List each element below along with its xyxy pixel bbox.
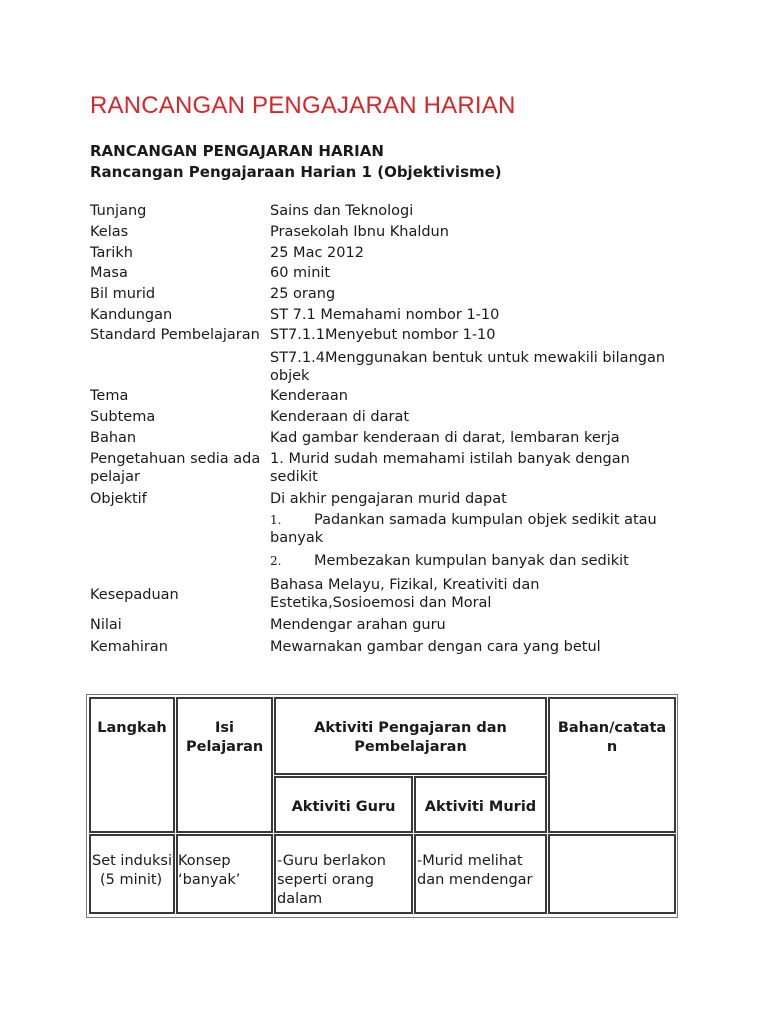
- info-label: Tarikh: [90, 245, 133, 261]
- info-label: Masa: [90, 265, 128, 281]
- page-title: RANCANGAN PENGAJARAN HARIAN: [90, 92, 516, 119]
- header-aktiviti-murid: Aktiviti Murid: [414, 776, 547, 833]
- header-aktiviti: Aktiviti Pengajaran dan Pembelajaran: [274, 697, 547, 775]
- objektif-item-number: 2.: [270, 554, 282, 568]
- info-value: Mendengar arahan guru: [270, 617, 446, 633]
- info-value: Bahasa Melayu, Fizikal, Kreativiti dan Estetika,Sosioemosi dan Moral: [270, 577, 540, 611]
- objektif-item-number: 1.: [270, 513, 282, 527]
- info-value: 1. Murid sudah memahami istilah banyak dengan sedikit: [270, 451, 630, 485]
- info-label: Nilai: [90, 617, 122, 633]
- info-label: Standard Pembelajaran: [90, 327, 260, 343]
- info-value: ST7.1.1Menyebut nombor 1-10: [270, 327, 496, 343]
- cell-isi-pelajaran: Konsep ‘banyak’: [176, 834, 273, 914]
- heading-primary: RANCANGAN PENGAJARAN HARIAN: [90, 142, 384, 160]
- info-label: Kesepaduan: [90, 587, 179, 603]
- info-value: Sains dan Teknologi: [270, 203, 414, 219]
- info-label: Subtema: [90, 409, 156, 425]
- info-label: Kandungan: [90, 307, 173, 323]
- header-aktiviti-guru: Aktiviti Guru: [274, 776, 413, 833]
- cell-bahan-catatan: [548, 834, 676, 914]
- info-value: 25 Mac 2012: [270, 245, 364, 261]
- info-value: Prasekolah Ibnu Khaldun: [270, 224, 449, 240]
- info-value: ST7.1.4Menggunakan bentuk untuk mewakili bilangan objek: [270, 350, 666, 384]
- cell-langkah: [89, 834, 175, 914]
- header-isi-pelajaran: Isi Pelajaran: [176, 697, 273, 833]
- langkah-duration: (5 minit): [100, 872, 163, 888]
- info-label: Tema: [90, 388, 129, 404]
- info-label: Kemahiran: [90, 639, 168, 655]
- heading-secondary: Rancangan Pengajaraan Harian 1 (Objektivisme): [90, 163, 502, 181]
- info-value: ST 7.1 Memahami nombor 1-10: [270, 307, 500, 323]
- objektif-item-text: Membezakan kumpulan banyak dan sedikit: [314, 553, 629, 569]
- info-value: Mewarnakan gambar dengan cara yang betul: [270, 639, 601, 655]
- objektif-item-text: Padankan samada kumpulan objek sedikit atau banyak: [270, 512, 657, 546]
- info-label: Objektif: [90, 491, 147, 507]
- cell-aktiviti-guru: -Guru berlakon seperti orang dalam: [274, 834, 413, 914]
- info-value: 25 orang: [270, 286, 336, 302]
- info-label: Pengetahuan sedia ada pelajar: [90, 451, 261, 485]
- info-label: Tunjang: [90, 203, 147, 219]
- info-label: Bahan: [90, 430, 137, 446]
- info-label: Bil murid: [90, 286, 156, 302]
- info-label: Kelas: [90, 224, 129, 240]
- info-value: Kenderaan di darat: [270, 409, 410, 425]
- info-value: 60 minit: [270, 265, 331, 281]
- header-langkah: Langkah: [89, 697, 175, 833]
- cell-aktiviti-murid: -Murid melihat dan mendengar: [414, 834, 547, 914]
- info-value: Di akhir pengajaran murid dapat: [270, 491, 507, 507]
- header-bahan-catatan: Bahan/catatan: [548, 697, 676, 833]
- info-value: Kad gambar kenderaan di darat, lembaran kerja: [270, 430, 620, 446]
- info-value: Kenderaan: [270, 388, 348, 404]
- langkah-text: Set induksi: [92, 853, 173, 869]
